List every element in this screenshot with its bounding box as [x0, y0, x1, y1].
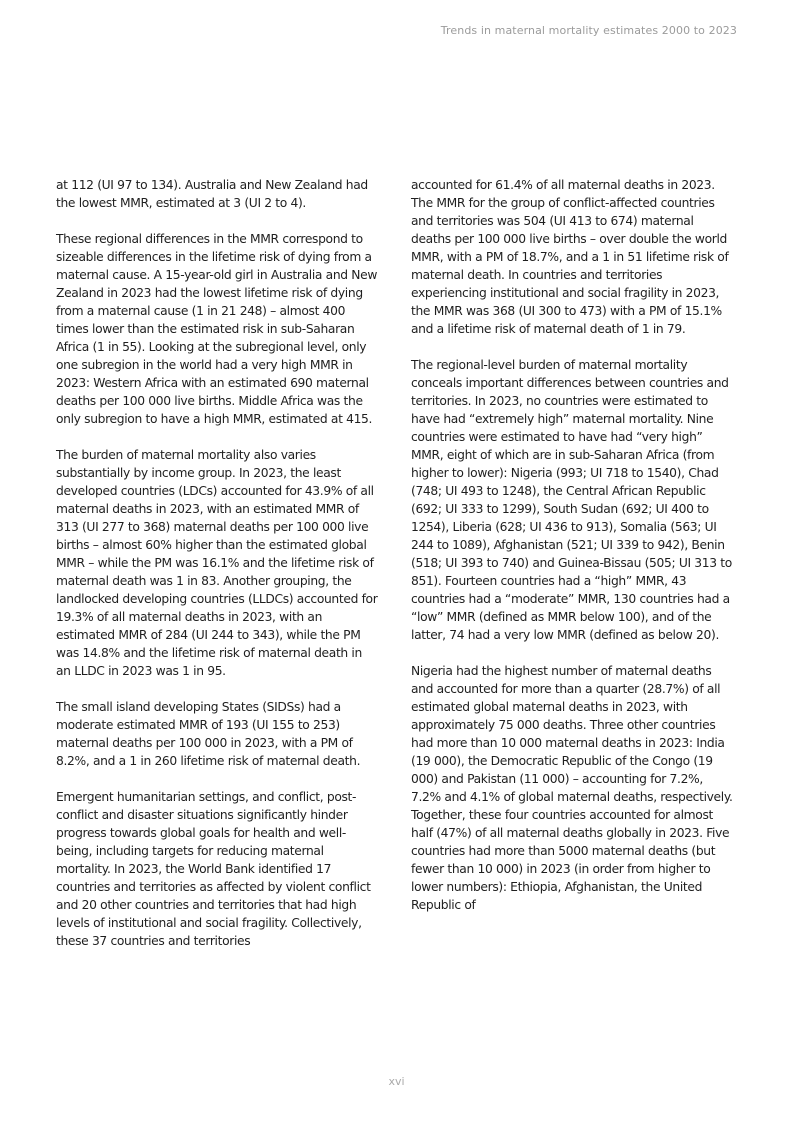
left-column	[56, 176, 378, 968]
paragraph: These regional differences in the MMR correspond to sizeable differences in the lifetime risk of dying from a maternal cause. A 15-year-old girl in Australia and New Zealand in 2023 had the lowest lifetime risk of dying from a maternal cause (1 in 21 248) – almost 400 times lower than the estimated risk in sub-Saharan Africa (1 in 55). Looking at the subregional level, only one subregion in the world had a very high MMR in 2023: Western Africa with an estimated 690 maternal deaths per 100 000 live births. Middle Africa was the only subregion to have a high MMR, estimated at 415.	[56, 232, 378, 426]
paragraph: at 112 (UI 97 to 134). Australia and New Zealand had the lowest MMR, estimated at 3 (UI 2 to 4).	[56, 178, 368, 210]
paragraph: Emergent humanitarian settings, and conflict, post-conflict and disaster situations significantly hinder progress towards global goals for health and well-being, including targets for reducing maternal mortality. In 2023, the World Bank identified 17 countries and territories as affected by violent conflict and 20 other countries and territories that had high levels of institutional and social fragility. Collectively, these 37 countries and territories	[56, 790, 371, 948]
paragraph: The small island developing States (SIDSs) had a moderate estimated MMR of 193 (UI 155 to 253) maternal deaths per 100 000 in 2023, with a PM of 8.2%, and a 1 in 260 lifetime risk of maternal death.	[56, 700, 361, 768]
paragraph: Nigeria had the highest number of maternal deaths and accounted for more than a quarter (28.7%) of all estimated global maternal deaths in 2023, with approximately 75 000 deaths. Three other countries had more than 10 000 maternal deaths in 2023: India (19 000), the Democratic Republic of the Congo (19 000) and Pakistan (11 000) – accounting for 7.2%, 7.2% and 4.1% of global maternal deaths, respectively. Together, these four countries accounted for almost half (47%) of all maternal deaths globally in 2023. Five countries had more than 5000 maternal deaths (but fewer than 10 000) in 2023 (in order from higher to lower numbers): Ethiopia, Afghanistan, the United Republic of	[411, 664, 733, 912]
paragraph: accounted for 61.4% of all maternal deaths in 2023. The MMR for the group of conflict-affected countries and territories was 504 (UI 413 to 674) maternal deaths per 100 000 live births – over double the world MMR, with a PM of 18.7%, and a 1 in 51 lifetime risk of maternal death. In countries and territories experiencing institutional and social fragility in 2023, the MMR was 368 (UI 300 to 473) with a PM of 15.1% and a lifetime risk of maternal death of 1 in 79.	[411, 178, 729, 336]
page-number: xvi	[388, 1075, 405, 1088]
right-column	[411, 176, 733, 932]
paragraph: The burden of maternal mortality also varies substantially by income group. In 2023, the least developed countries (LDCs) accounted for 43.9% of all maternal deaths in 2023, with an estimated MMR of 313 (UI 277 to 368) maternal deaths per 100 000 live births – almost 60% higher than the estimated global MMR – while the PM was 16.1% and the lifetime risk of maternal death was 1 in 83. Another grouping, the landlocked developing countries (LLDCs) accounted for 19.3% of all maternal deaths in 2023, with an estimated MMR of 284 (UI 244 to 343), while the PM was 14.8% and the lifetime risk of maternal death in an LLDC in 2023 was 1 in 95.	[56, 448, 378, 678]
paragraph: The regional-level burden of maternal mortality conceals important differences between countries and territories. In 2023, no countries were estimated to have had “extremely high” maternal mortality. Nine countries were estimated to have had “very high” MMR, eight of which are in sub-Saharan Africa (from higher to lower): Nigeria (993; UI 718 to 1540), Chad (748; UI 493 to 1248), the Central African Republic (692; UI 333 to 1299), South Sudan (692; UI 400 to 1254), Liberia (628; UI 436 to 913), Somalia (563; UI 244 to 1089), Afghanistan (521; UI 339 to 942), Benin (518; UI 393 to 740) and Guinea-Bissau (505; UI 313 to 851). Fourteen countries had a “high” MMR, 43 countries had a “moderate” MMR, 130 countries had a “low” MMR (defined as MMR below 100), and of the latter, 74 had a very low MMR (defined as below 20).	[411, 358, 732, 642]
running-header: Trends in maternal mortality estimates 2000 to 2023	[440, 24, 737, 37]
